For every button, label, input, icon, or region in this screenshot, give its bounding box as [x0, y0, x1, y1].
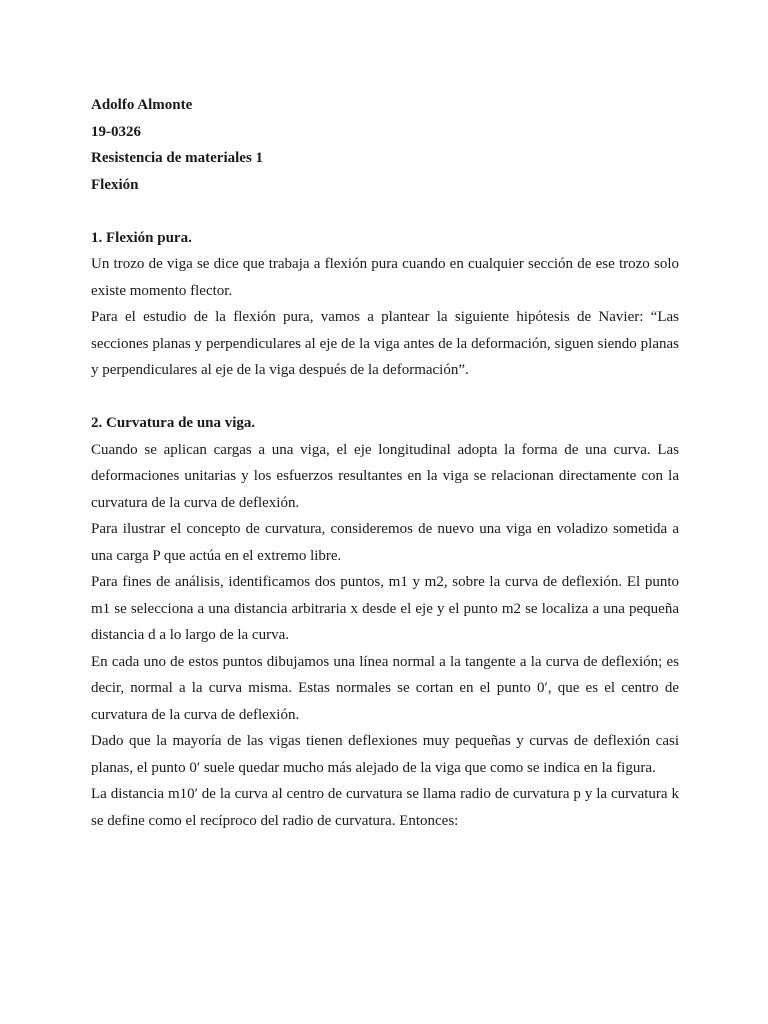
paragraph: En cada uno de estos puntos dibujamos una línea normal a la tangente a la curva de deflexión; es decir, normal a la curva misma. Estas normales se cortan en el punto 0′, que es el centro de curvatura de la curva de deflexión. [91, 653, 679, 723]
course-name: Resistencia de materiales 1 [91, 150, 264, 166]
student-id: 19-0326 [91, 123, 141, 140]
document-header [91, 92, 679, 198]
author-name: Adolfo Almonte [91, 97, 193, 113]
paragraph: Cuando se aplican cargas a una viga, el eje longitudinal adopta la forma de una curva. Las deformaciones unitarias y los esfuerzos resultantes en la viga se relacionan directamente con la curvatura de la curva de deflexión. [91, 441, 679, 511]
paragraph: Un trozo de viga se dice que trabaja a flexión pura cuando en cualquier sección de ese trozo solo existe momento flector. [91, 256, 679, 299]
document-topic: Flexión [91, 176, 139, 193]
paragraph: Para fines de análisis, identificamos dos puntos, m1 y m2, sobre la curva de deflexión. El punto m1 se selecciona a una distancia arbitraria x desde el eje y el punto m2 se localiza a una pequeña distancia d a lo largo de la curva. [91, 574, 679, 643]
spacer [91, 384, 679, 411]
paragraph: Dado que la mayoría de las vigas tienen deflexiones muy pequeñas y curvas de deflexión casi planas, el punto 0′ suele quedar mucho más alejado de la viga que como se indica en la figura. [91, 733, 679, 776]
section-heading: 1. Flexión pura. [91, 229, 192, 246]
document-page [91, 92, 679, 834]
section-curvatura [91, 410, 679, 834]
paragraph: La distancia m10′ de la curva al centro de curvatura se llama radio de curvatura p y la curvatura k se define como el recíproco del radio de curvatura. Entonces: [91, 786, 679, 829]
paragraph: Para el estudio de la flexión pura, vamos a plantear la siguiente hipótesis de Navier: “Las secciones planas y perpendiculares al eje de la viga antes de la deformación, siguen siendo planas y perpendiculares al eje de la viga después de la deformación”. [91, 309, 679, 378]
section-flexion-pura [91, 225, 679, 384]
spacer [91, 198, 679, 225]
section-heading: 2. Curvatura de una viga. [91, 415, 256, 431]
paragraph: Para ilustrar el concepto de curvatura, consideremos de nuevo una viga en voladizo sometida a una carga P que actúa en el extremo libre. [91, 521, 679, 564]
